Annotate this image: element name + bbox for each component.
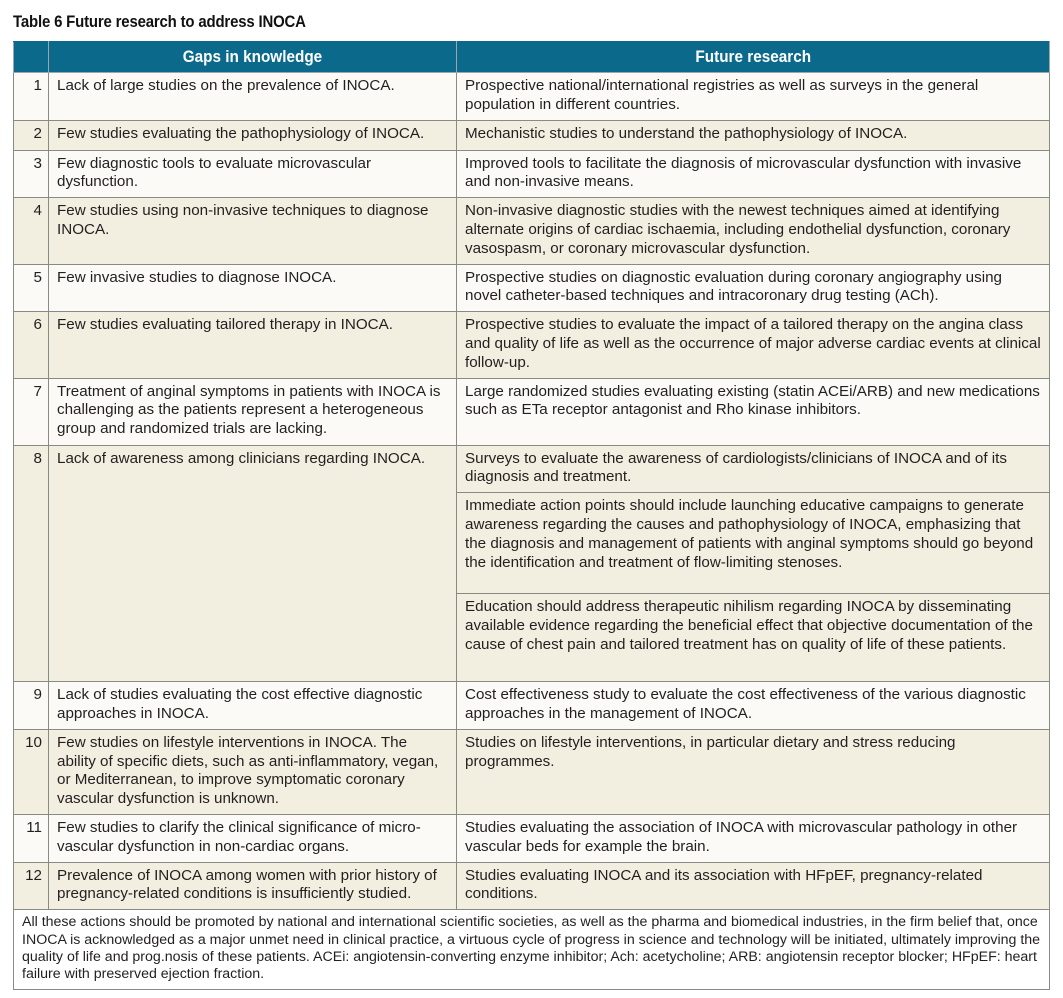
gap-cell: Few studies evaluating tailored therapy in INOCA. xyxy=(49,312,457,378)
row-number: 11 xyxy=(14,814,49,862)
table-row xyxy=(14,378,1050,445)
gap-cell: Prevalence of INOCA among women with prior history of pregnancy-related conditions is insufficiently studied. xyxy=(49,862,457,910)
gap-cell: Few studies evaluating the pathophysiology of INOCA. xyxy=(49,120,457,150)
row-number: 2 xyxy=(14,120,49,150)
table-row xyxy=(14,445,1050,493)
table-row xyxy=(14,120,1050,150)
table-row xyxy=(14,198,1050,264)
row-number: 4 xyxy=(14,198,49,264)
row-number: 8 xyxy=(14,445,49,682)
table-row xyxy=(14,814,1050,862)
row-number: 1 xyxy=(14,73,49,121)
research-cell: Prospective studies on diagnostic evaluation during coronary angiography using novel catheter-based techniques and intracoronary drug testing (ACh). xyxy=(457,264,1050,312)
research-cell: Mechanistic studies to understand the pathophysiology of INOCA. xyxy=(457,120,1050,150)
gap-cell: Few studies using non-invasive techniques to diagnose INOCA. xyxy=(49,198,457,264)
row-number: 6 xyxy=(14,312,49,378)
research-cell: Prospective studies to evaluate the impact of a tailored therapy on the angina class and quality of life as well as the occurrence of major adverse cardiac events at clinical follow-up. xyxy=(457,312,1050,378)
research-cell: Cost effectiveness study to evaluate the cost effectiveness of the various diagnostic approaches in the management of INOCA. xyxy=(457,682,1050,730)
header-gaps-in-knowledge: Gaps in knowledge xyxy=(49,42,457,73)
research-cell: Studies evaluating the association of INOCA with microvascular pathology in other vascular beds for example the brain. xyxy=(457,814,1050,862)
gap-cell: Lack of studies evaluating the cost effective diagnostic approaches in INOCA. xyxy=(49,682,457,730)
table-header-row xyxy=(14,42,1050,73)
row-number: 5 xyxy=(14,264,49,312)
gap-cell: Few studies to clarify the clinical significance of micro-vascular dysfunction in non-cardiac organs. xyxy=(49,814,457,862)
table-row xyxy=(14,264,1050,312)
footnote-row xyxy=(14,910,1050,990)
research-cell: Improved tools to facilitate the diagnosis of microvascular dysfunction with invasive and non-invasive means. xyxy=(457,150,1050,198)
row-number: 10 xyxy=(14,729,49,814)
table-row xyxy=(14,682,1050,730)
gap-cell: Treatment of anginal symptoms in patients with INOCA is challenging as the patients represent a heterogeneous group and randomized trials are lacking. xyxy=(49,378,457,445)
research-cell: Surveys to evaluate the awareness of cardiologists/clinicians of INOCA and of its diagnosis and treatment. xyxy=(457,445,1050,493)
research-cell: Studies on lifestyle interventions, in particular dietary and stress reducing programmes. xyxy=(457,729,1050,814)
research-cell: Large randomized studies evaluating existing (statin ACEi/ARB) and new medications such as ETa receptor antagonist and Rho kinase inhibitors. xyxy=(457,378,1050,445)
table-title: Table 6 Future research to address INOCA xyxy=(13,12,306,31)
gap-cell: Few studies on lifestyle interventions in INOCA. The ability of specific diets, such as anti-inflammatory, vegan, or Mediterranean, to improve symptomatic coronary vascular dysfunction is unknown. xyxy=(49,729,457,814)
gap-cell: Lack of awareness among clinicians regarding INOCA. xyxy=(49,445,457,682)
header-number xyxy=(14,42,49,73)
table-row xyxy=(14,150,1050,198)
gap-cell: Few invasive studies to diagnose INOCA. xyxy=(49,264,457,312)
research-cell: Immediate action points should include launching educative campaigns to generate awareness regarding the causes and pathophysiology of INOCA, emphasizing that the diagnosis and management of patients with anginal symptoms should go beyond the identification and treatment of flow-limiting stenoses. xyxy=(457,493,1050,594)
research-cell: Non-invasive diagnostic studies with the newest techniques aimed at identifying alternate origins of cardiac ischaemia, including endothelial dysfunction, coronary vasospasm, or coronary microvascular dysfunction. xyxy=(457,198,1050,264)
row-number: 12 xyxy=(14,862,49,910)
table-row xyxy=(14,312,1050,378)
table-row xyxy=(14,73,1050,121)
table-row xyxy=(14,862,1050,910)
row-number: 3 xyxy=(14,150,49,198)
research-cell: Studies evaluating INOCA and its association with HFpEF, pregnancy-related conditions. xyxy=(457,862,1050,910)
research-cell: Education should address therapeutic nihilism regarding INOCA by disseminating available evidence regarding the beneficial effect that objective documentation of the cause of chest pain and tailored treatment has on quality of life of these patients. xyxy=(457,594,1050,682)
table-footnote: All these actions should be promoted by national and international scientific societies, as well as the pharma and biomedical industries, in the firm belief that, once INOCA is acknowledged as a major unmet need in clinical practice, a virtuous cycle of progress in science and technology will be initiated, ultimately improving the quality of life and prog.nosis of these patients. ACEi: angiotensin-converting enzyme inhibitor; Ach: acetycholine; ARB: angiotensin receptor blocker; HFpEF: heart failure with preserved ejection fraction. xyxy=(14,910,1050,990)
gap-cell: Few diagnostic tools to evaluate microvascular dysfunction. xyxy=(49,150,457,198)
table-row xyxy=(14,729,1050,814)
row-number: 9 xyxy=(14,682,49,730)
future-research-table xyxy=(13,41,1050,990)
gap-cell: Lack of large studies on the prevalence of INOCA. xyxy=(49,73,457,121)
header-future-research: Future research xyxy=(457,42,1050,73)
research-cell: Prospective national/international registries as well as surveys in the general population in different countries. xyxy=(457,73,1050,121)
row-number: 7 xyxy=(14,378,49,445)
